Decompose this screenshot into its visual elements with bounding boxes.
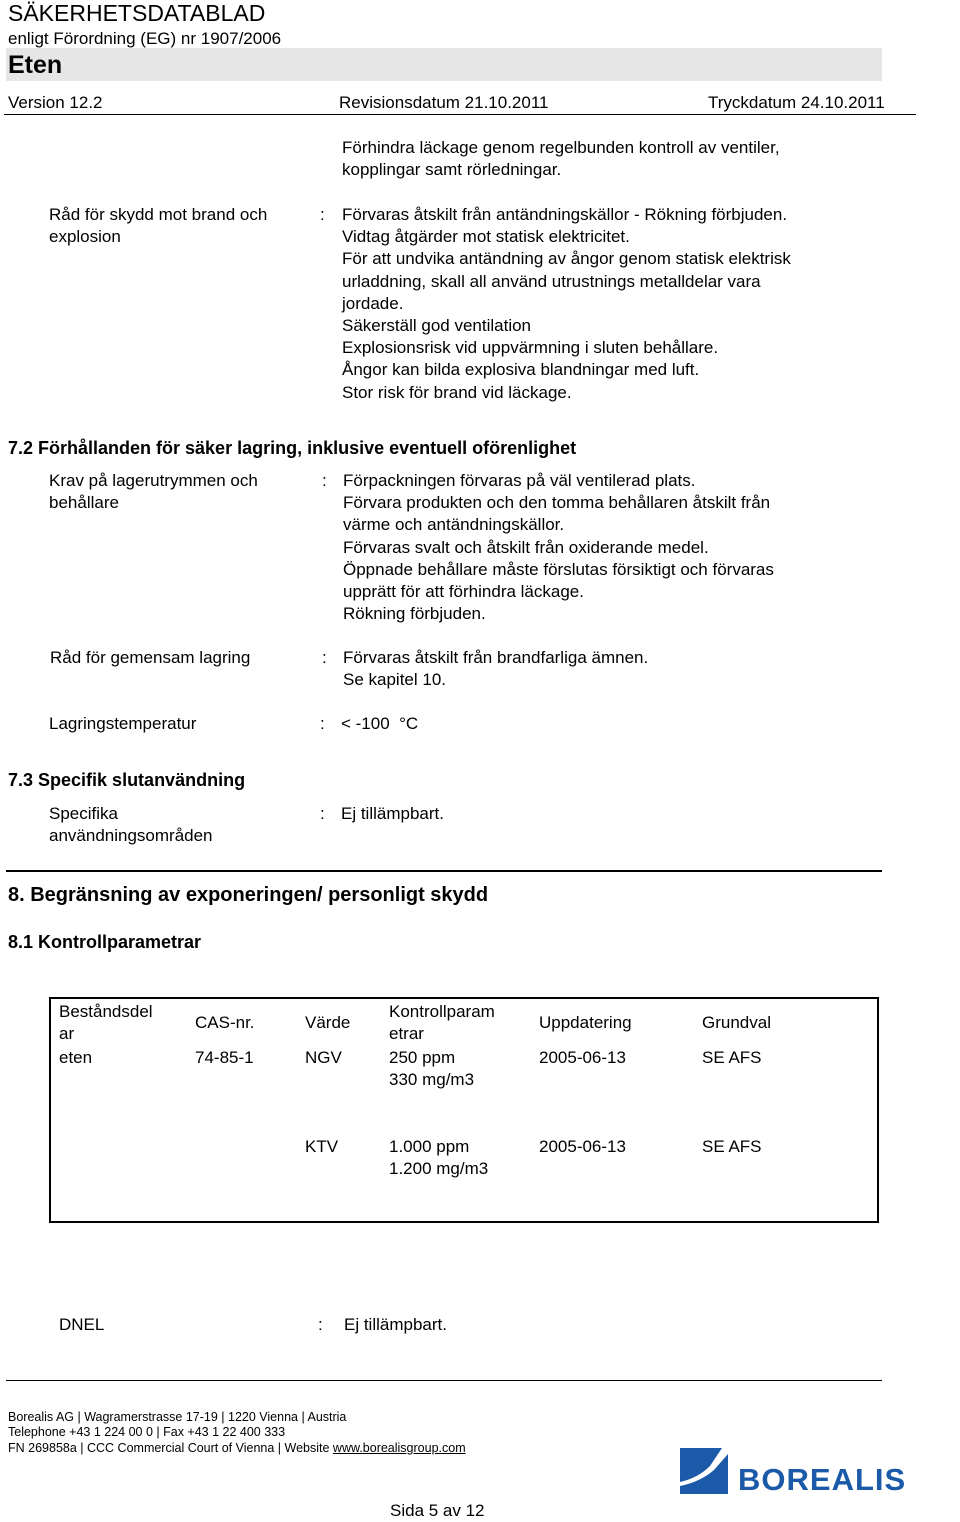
section-divider [6, 870, 882, 872]
footer-divider [6, 1380, 882, 1381]
table-cell-basis: SE AFS [702, 1137, 762, 1156]
colon: : [318, 1315, 323, 1334]
table-cell-component: eten [59, 1048, 93, 1067]
section-8-title: 8. Begränsning av exponeringen/ personligt skydd [8, 884, 489, 906]
version-text: Version 12.2 [8, 93, 103, 112]
label-line: Krav på lagerutrymmen och [49, 471, 258, 490]
label-line: Specifika [49, 804, 118, 823]
label-line: Råd för skydd mot brand och [49, 205, 268, 224]
regulation-text: enligt Förordning (EG) nr 1907/2006 [8, 29, 282, 48]
text-line: jordade. [342, 293, 404, 313]
product-name: Eten [8, 51, 63, 79]
table-cell-control [389, 1047, 474, 1091]
table-header-update: Uppdatering [539, 1013, 632, 1032]
text-line: Förpackningen förvaras på väl ventilerad plats. [343, 471, 696, 490]
text-line: Rökning förbjuden. [343, 604, 486, 624]
colon: : [322, 648, 327, 667]
intro-text [342, 137, 780, 181]
label-line: explosion [49, 227, 121, 246]
revision-date: Revisionsdatum 21.10.2011 [339, 93, 549, 112]
website-link[interactable]: www.borealisgroup.com [332, 1441, 466, 1455]
section-8-1-title: 8.1 Kontrollparametrar [8, 932, 202, 952]
intro-line: Förhindra läckage genom regelbunden kontroll av ventiler, [342, 138, 780, 157]
storage-requirements-label [49, 470, 258, 514]
svg-text:BOREALIS: BOREALIS [738, 1462, 907, 1494]
text-line: upprätt för att förhindra läckage. [343, 582, 584, 602]
table-header-basis: Grundval [702, 1013, 771, 1032]
table-header-cas: CAS-nr. [195, 1013, 255, 1032]
text-line: Vidtag åtgärder mot statisk elektricitet. [342, 227, 630, 247]
page-number: Sida 5 av 12 [390, 1501, 485, 1520]
cell-line: 330 mg/m3 [389, 1070, 475, 1089]
table-cell-control [389, 1136, 488, 1180]
table-header-control [389, 1001, 495, 1045]
text-line: Öppnade behållare måste förslutas försiktigt och förvaras [343, 559, 774, 579]
section-7-3-title: 7.3 Specifik slutanvändning [8, 770, 246, 790]
table-cell-value: NGV [305, 1048, 342, 1067]
cell-line: 250 ppm [389, 1048, 456, 1067]
joint-storage-text [343, 647, 648, 691]
table-header-value: Värde [305, 1013, 351, 1032]
specific-use-label [49, 803, 213, 847]
colon: : [320, 804, 325, 823]
colon: : [320, 714, 325, 733]
section-7-2-title: 7.2 Förhållanden för säker lagring, inklusive eventuell oförenlighet [8, 438, 577, 458]
fire-protection-label [49, 204, 267, 248]
footer-company-text: FN 269858a | CCC Commercial Court of Vienna | Website [8, 1441, 333, 1455]
text-line: Säkerställ god ventilation [342, 316, 532, 336]
intro-line: kopplingar samt rörledningar. [342, 160, 562, 180]
fire-protection-text [342, 204, 791, 404]
text-line: Explosionsrisk vid uppvärmning i sluten behållare. [342, 338, 719, 358]
storage-temp-value: < -100 °C [341, 714, 419, 733]
storage-requirements-text [343, 470, 774, 625]
table-cell-basis: SE AFS [702, 1048, 762, 1067]
control-parameters-table [49, 997, 879, 1223]
colon: : [320, 205, 325, 224]
header-line: Beståndsdel [59, 1002, 153, 1021]
cell-line: 1.200 mg/m3 [389, 1159, 489, 1178]
text-line: Förvaras åtskilt från antändningskällor - Rökning förbjuden. [342, 205, 788, 224]
text-line: värme och antändningskällor. [343, 515, 565, 535]
label-line: användningsområden [49, 826, 213, 845]
table-cell-cas: 74-85-1 [195, 1048, 254, 1067]
borealis-logo [680, 1448, 954, 1494]
storage-temp-label: Lagringstemperatur [49, 714, 197, 733]
cell-line: 1.000 ppm [389, 1137, 470, 1156]
dnel-value: Ej tillämpbart. [344, 1315, 447, 1334]
text-line: urladdning, skall all använd utrustnings metalldelar vara [342, 271, 761, 291]
footer-phone: Telephone +43 1 224 00 0 | Fax +43 1 22 400 333 [8, 1425, 286, 1439]
header-divider [4, 114, 916, 115]
text-line: Se kapitel 10. [343, 670, 447, 690]
text-line: Förvara produkten och den tomma behållaren åtskilt från [343, 493, 771, 513]
joint-storage-label: Råd för gemensam lagring [50, 648, 251, 667]
table-cell-update: 2005-06-13 [539, 1048, 626, 1067]
text-line: Förvaras åtskilt från brandfarliga ämnen. [343, 648, 649, 667]
colon: : [322, 471, 327, 490]
borealis-logo-icon [680, 1448, 954, 1494]
print-date: Tryckdatum 24.10.2011 [708, 93, 885, 112]
header-line: ar [59, 1024, 75, 1043]
footer-address: Borealis AG | Wagramerstrasse 17-19 | 1220 Vienna | Austria [8, 1410, 347, 1424]
footer-company [8, 1441, 466, 1457]
product-band [6, 48, 882, 81]
label-line: behållare [49, 493, 119, 512]
dnel-label: DNEL [59, 1315, 105, 1334]
table-cell-value: KTV [305, 1137, 339, 1156]
table-cell-update: 2005-06-13 [539, 1137, 626, 1156]
specific-use-value: Ej tillämpbart. [341, 804, 444, 823]
text-line: För att undvika antändning av ångor genom statisk elektrisk [342, 249, 791, 269]
document-title: SÄKERHETSDATABLAD [8, 0, 266, 26]
header-line: etrar [389, 1024, 424, 1043]
table-header-component [59, 1001, 153, 1045]
text-line: Förvaras svalt och åtskilt från oxiderande medel. [343, 537, 709, 557]
text-line: Ångor kan bilda explosiva blandningar med luft. [342, 360, 700, 380]
text-line: Stor risk för brand vid läckage. [342, 382, 572, 402]
header-line: Kontrollparam [389, 1002, 495, 1021]
